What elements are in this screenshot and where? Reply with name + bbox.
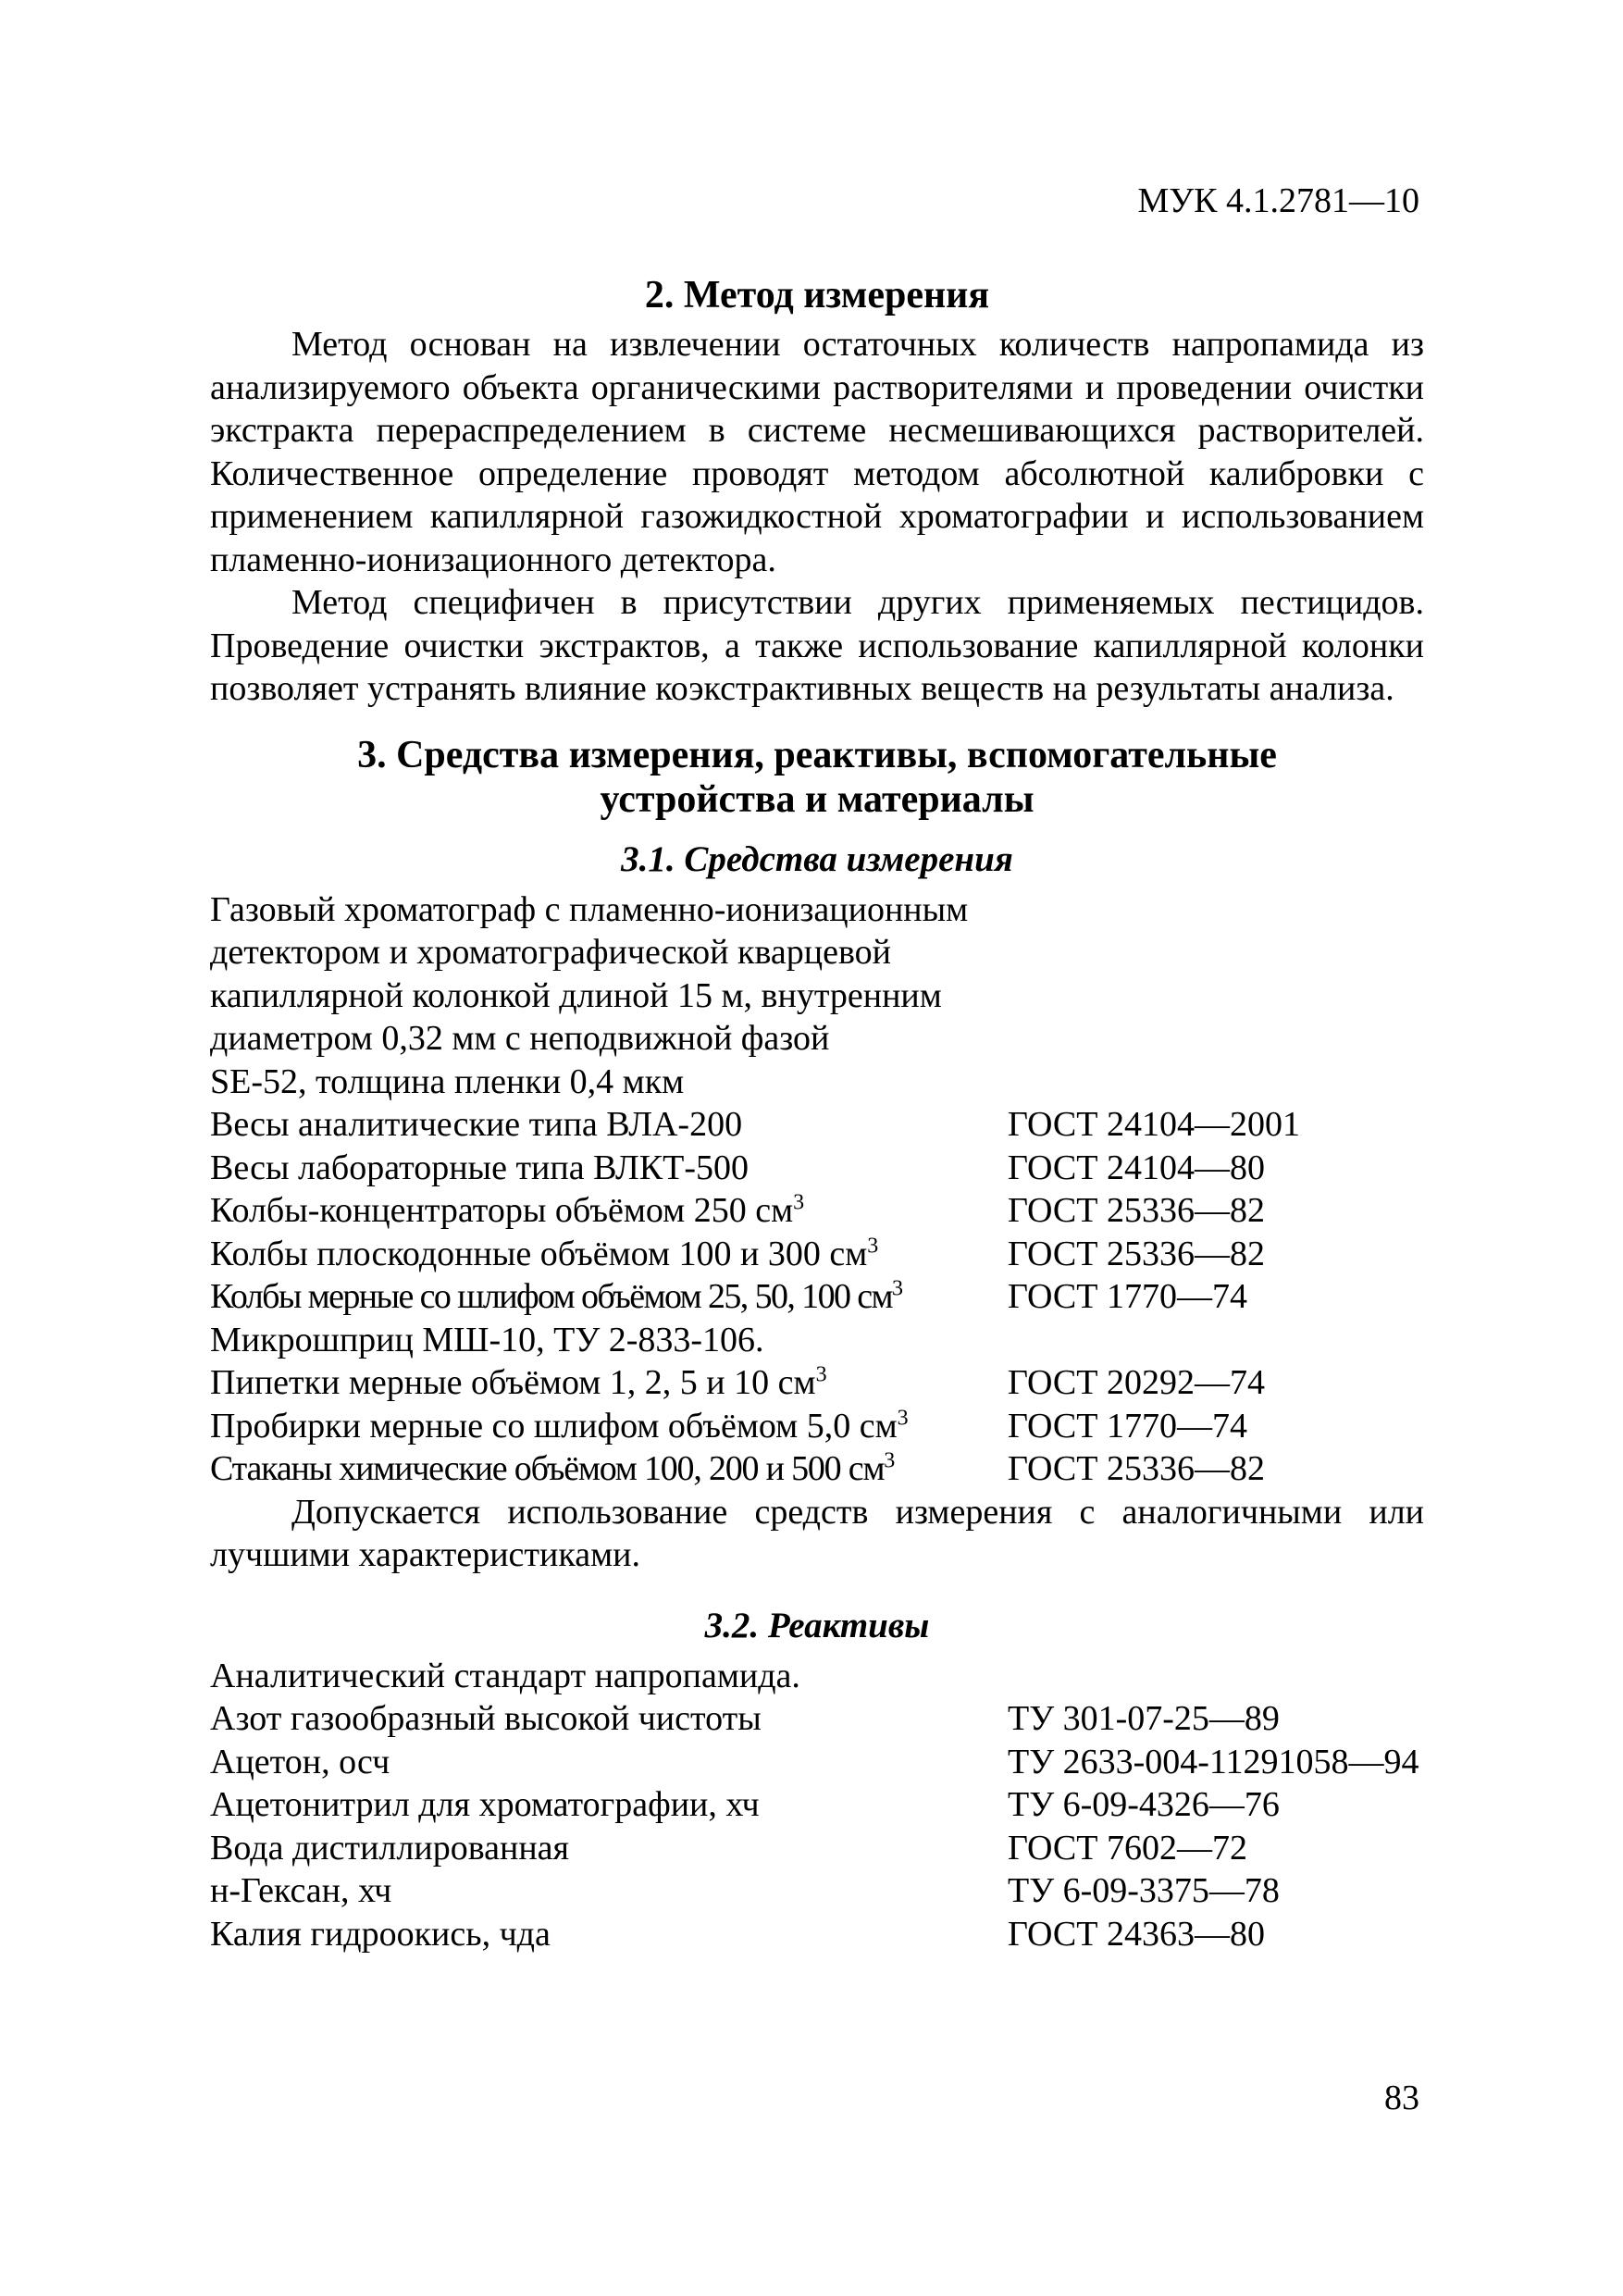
item-standard: ГОСТ 24104—2001 — [1008, 1105, 1300, 1144]
list-item — [210, 1405, 1424, 1448]
page-number: 83 — [1384, 2079, 1419, 2117]
item-name: н-Гексан, хч — [210, 1871, 392, 1910]
unit-superscript: 3 — [892, 1276, 902, 1301]
item-name — [210, 1447, 1008, 1491]
section-3-title-line-1: 3. Средства измерения, реактивы, вспомогательные — [357, 733, 1277, 776]
list-item — [210, 1869, 1424, 1913]
list-item — [210, 1783, 1424, 1827]
item-name — [210, 1275, 1008, 1319]
item-name — [210, 1405, 1008, 1448]
item-standard: ГОСТ 1770—74 — [1008, 1277, 1247, 1316]
list-item — [210, 1913, 1424, 1956]
item-name-text: Весы аналитические типа ВЛА-200 — [210, 1105, 743, 1144]
list-item — [210, 1655, 1424, 1698]
section-2-paragraph-2: Метод специфичен в присутствии других применяемых пестицидов. Проведение очистки экстрактов, а также использование капиллярной колонки позволяет устранять влияние коэкстрактивных веществ на результаты анализа. — [210, 583, 1424, 708]
item-name-text: Пробирки мерные со шлифом объёмом 5,0 см — [210, 1406, 898, 1446]
instruments-note: Допускается использование средств измерения с аналогичными или лучшими характеристиками. — [210, 1492, 1424, 1574]
item-standard: ГОСТ 1770—74 — [1008, 1406, 1247, 1446]
item-name-text: Пипетки мерные объёмом 1, 2, 5 и 10 см — [210, 1363, 816, 1402]
item-standard: ГОСТ 25336—82 — [1008, 1234, 1265, 1273]
document-code: МУК 4.1.2781—10 — [1137, 181, 1419, 220]
item-name — [210, 1233, 1008, 1276]
description-line: SE-52, толщина пленки 0,4 мкм — [210, 1061, 685, 1101]
item-name: Ацетонитрил для хроматографии, хч — [210, 1785, 760, 1824]
item-name: Азот газообразный высокой чистоты — [210, 1699, 762, 1738]
item-name: Аналитический стандарт напропамида. — [210, 1656, 800, 1695]
item-name-text: Микрошприц МШ-10, ТУ 2-833-106. — [210, 1320, 764, 1359]
item-standard: ГОСТ 20292—74 — [1008, 1363, 1265, 1402]
item-name — [210, 1103, 1008, 1147]
list-item — [210, 1741, 1424, 1784]
item-name — [210, 1147, 1008, 1190]
subsection-3-1-title: 3.1. Средства измерения — [621, 838, 1013, 879]
item-name: Вода дистиллированная — [210, 1828, 570, 1868]
list-item — [210, 1189, 1424, 1233]
list-item — [210, 1233, 1424, 1276]
description-line: детектором и хроматографической кварцевой — [210, 933, 892, 972]
item-name: Ацетон, осч — [210, 1742, 390, 1781]
description-line: Газовый хроматограф с пламенно-ионизационным — [210, 889, 969, 929]
section-2-paragraph-1: Метод основан на извлечении остаточных количеств напропамида из анализируемого объекта органическими растворителями и проведении очистки экстракта перераспределением в системе несмешивающихся растворителей. Количественное определение проводят методом абсолютной калибровки с применением капиллярной газожидкостной хроматографии и использованием пламенно-ионизационного детектора. — [210, 325, 1424, 579]
item-name — [210, 1319, 1008, 1362]
list-item — [210, 1827, 1424, 1870]
unit-superscript: 3 — [897, 1405, 909, 1430]
section-3-title — [210, 733, 1424, 822]
item-standard: ТУ 6-09-3375—78 — [1008, 1871, 1280, 1910]
reagents-list — [210, 1655, 1424, 1956]
page-content — [210, 273, 1424, 1955]
description-line: диаметром 0,32 мм с неподвижной фазой — [210, 1019, 830, 1058]
item-standard: ГОСТ 25336—82 — [1008, 1449, 1265, 1488]
list-item — [210, 1103, 1424, 1147]
chromatograph-description — [210, 888, 1424, 1104]
description-line: капиллярной колонкой длиной 15 м, внутренним — [210, 975, 942, 1015]
item-standard: ГОСТ 24363—80 — [1008, 1914, 1265, 1954]
item-standard: ГОСТ 7602—72 — [1008, 1828, 1247, 1868]
list-item — [210, 1361, 1424, 1405]
item-standard: ТУ 6-09-4326—76 — [1008, 1785, 1280, 1824]
item-name — [210, 1361, 1008, 1405]
list-item — [210, 1275, 1424, 1319]
subsection-3-2-title: 3.2. Реактивы — [704, 1605, 930, 1645]
item-name-text: Колбы плоскодонные объёмом 100 и 300 см — [210, 1234, 868, 1273]
item-standard: ГОСТ 25336—82 — [1008, 1191, 1265, 1230]
section-2-title: 2. Метод измерения — [644, 274, 990, 316]
unit-superscript: 3 — [884, 1448, 895, 1473]
item-name — [210, 1189, 1008, 1233]
measuring-instruments-list — [210, 1103, 1424, 1491]
unit-superscript: 3 — [867, 1233, 879, 1258]
item-name-text: Колбы мерные со шлифом объёмом 25, 50, 100 см — [210, 1277, 892, 1316]
section-3-title-line-2: устройства и материалы — [600, 777, 1035, 821]
item-name-text: Весы лабораторные типа ВЛКТ-500 — [210, 1148, 749, 1187]
item-name-text: Стаканы химические объёмом 100, 200 и 500 см — [210, 1449, 885, 1488]
list-item — [210, 1319, 1424, 1362]
item-standard: ГОСТ 24104—80 — [1008, 1148, 1265, 1187]
item-standard: ТУ 2633-004-11291058—94 — [1008, 1742, 1419, 1781]
unit-superscript: 3 — [793, 1190, 805, 1215]
item-standard: ТУ 301-07-25—89 — [1008, 1699, 1280, 1738]
unit-superscript: 3 — [815, 1362, 827, 1387]
list-item — [210, 1697, 1424, 1741]
item-name: Калия гидроокись, чда — [210, 1914, 551, 1954]
list-item — [210, 1147, 1424, 1190]
list-item — [210, 1447, 1424, 1491]
item-name-text: Колбы-концентраторы объёмом 250 см — [210, 1191, 794, 1230]
